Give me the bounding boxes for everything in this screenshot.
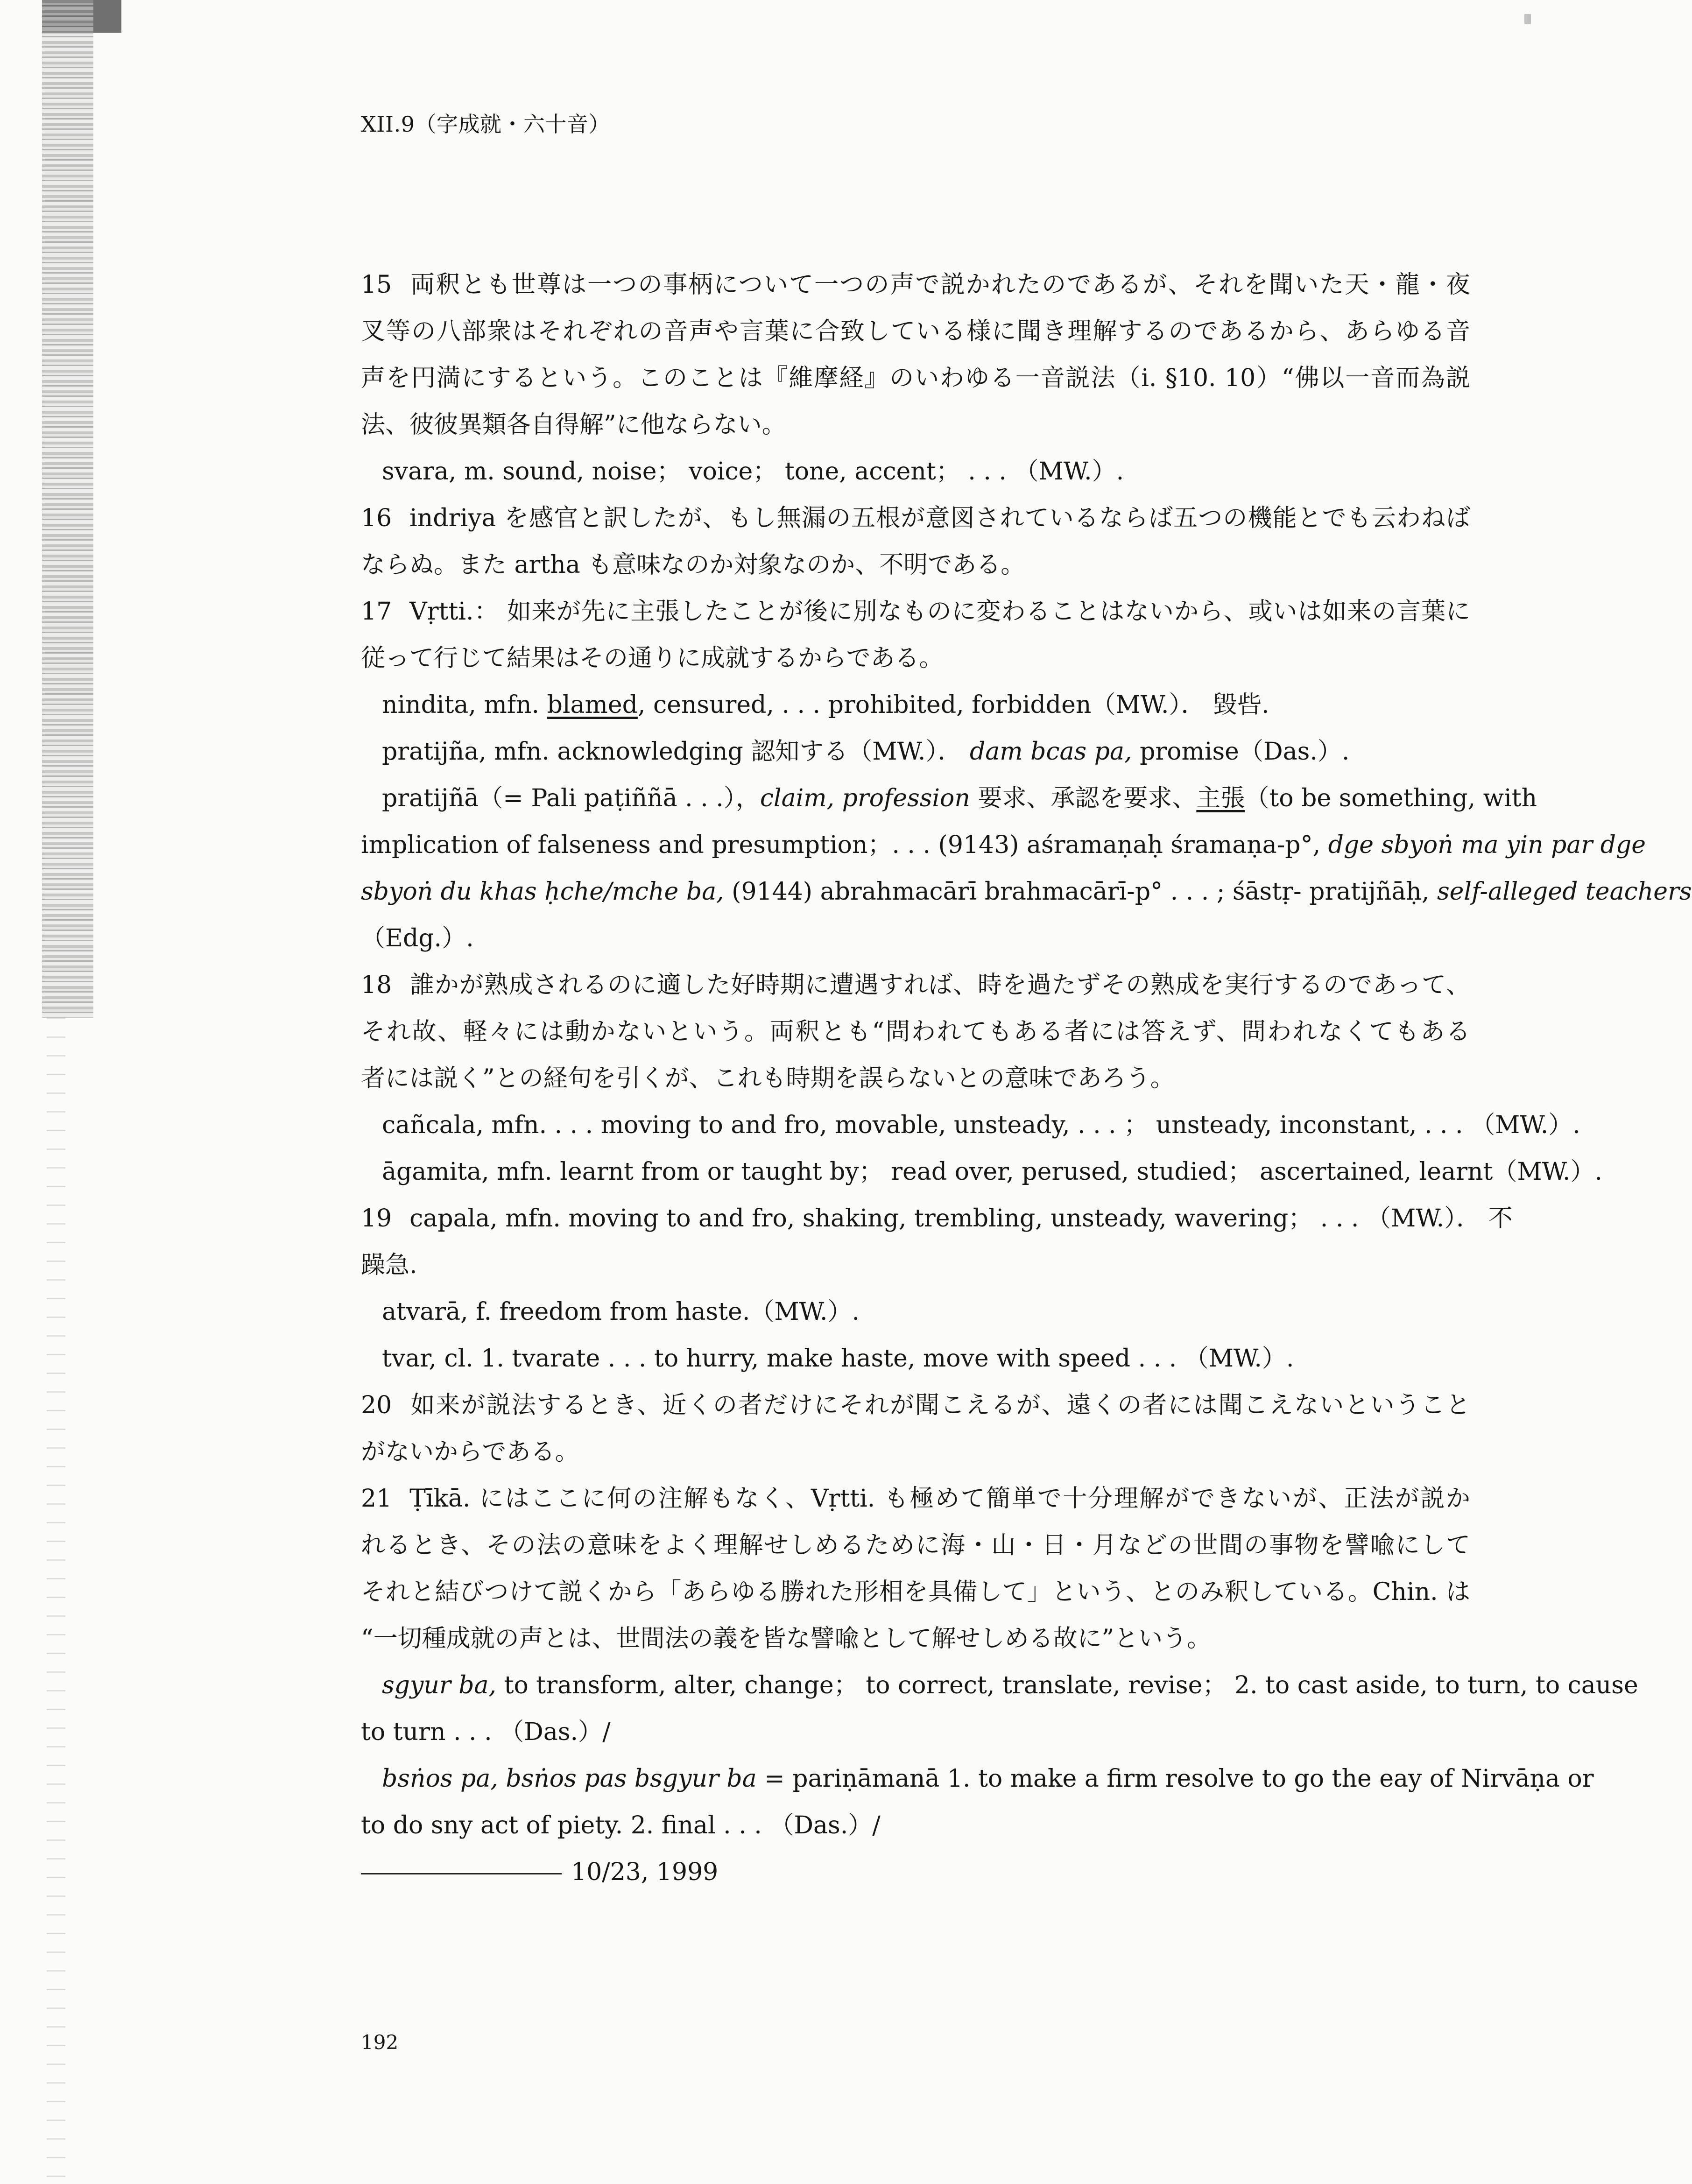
note-number: 20: [361, 1391, 392, 1419]
note-18-line-3: 者には説く”との経句を引くが、これも時期を誤らないとの意味であろう。: [361, 1064, 1175, 1092]
dict-entry-line: implication of falseness and presumption；. . . (9143) aśramaṇaḥ śramaṇa-p°, dge sbyoṅ ma yin par dge: [361, 831, 1646, 859]
dict-entry-sgyur-ba: sgyur ba, to transform, alter, change； to correct, translate, revise； 2. to cast aside, to turn, to cause: [382, 1671, 1638, 1699]
dict-entry-atvara: atvarā, f. freedom from haste.（MW.）.: [382, 1298, 860, 1326]
note-21-line-4: “一切種成就の声とは、世間法の義を皆な譬喩として解せしめる故に”という。: [361, 1625, 1212, 1653]
dict-entry-line: （Edg.）.: [361, 924, 474, 952]
note-17-line-1: 17 Vṛtti.： 如来が先に主張したことが後に別なものに変わることはないから、或いは如来の言葉に: [361, 588, 1470, 635]
note-16-line-1: 16 indriya を感官と訳したが、もし無漏の五根が意図されているならば五つの機能とでも云わねば: [361, 495, 1470, 542]
dict-entry-line: to turn . . . （Das.）/: [361, 1718, 611, 1746]
note-20-line-2: がないからである。: [361, 1438, 579, 1466]
dict-entry-pratijna-long: pratijñā（= Pali paṭiññā . . .），claim, profession 要求、承認を要求、主張（to be something, with: [382, 784, 1537, 812]
note-number: 19: [361, 1205, 392, 1233]
date: 10/23, 1999: [571, 1858, 719, 1886]
dict-entry-bsnos-pa: bsṅos pa, bsṅos pas bsgyur ba = pariṇāmanā 1. to make a firm resolve to go the eay of Nirvāṇa or: [382, 1765, 1594, 1793]
note-18-line-1: 18 誰かが熟成されるのに適した好時期に遭遇すれば、時を過たずその熟成を実行するのであって、: [361, 962, 1470, 1008]
note-21-line-2: れるとき、その法の意味をよく理解せしめるために海・山・日・月などの世間の事物を譬喩にして: [361, 1531, 1470, 1559]
dict-entry-svara: svara, m. sound, noise； voice； tone, accent； . . . （MW.）.: [382, 458, 1124, 486]
page-header: XII.9（字成就・六十音）: [361, 112, 610, 137]
note-18-line-2: それ故、軽々には動かないという。両釈とも“問われてもある者には答えず、問われなくてもある: [361, 1018, 1470, 1046]
date-line: [361, 1849, 1470, 1895]
note-17-line-2: 従って行じて結果はその通りに成就するからである。: [361, 644, 944, 672]
note-21-line-1: 21 Ṭīkā. にはここに何の注解もなく、Vṛtti. も極めて簡単で十分理解ができないが、正法が説か: [361, 1475, 1470, 1522]
dict-entry-cancala: cañcala, mfn. . . . moving to and fro, movable, unsteady, . . . ； unsteady, inconstant, . . . （MW.）.: [382, 1111, 1580, 1139]
note-19-line-1: 19 capala, mfn. moving to and fro, shaking, trembling, unsteady, wavering； . . . （MW.）． 不: [361, 1195, 1470, 1242]
dict-entry-nindita: nindita, mfn. blamed, censured, . . . prohibited, forbidden（MW.）． 毀呰.: [382, 691, 1269, 719]
scan-binding-marks: [47, 1018, 65, 2184]
dict-entry-line: sbyoṅ du khas ḥche/mche ba, (9144) abrahmacārī brahmacārī-p° . . . ; śāstṛ- pratijñāḥ, self-alleged teachers: [361, 878, 1692, 906]
note-21-line-3: それと結びつけて説くから「あらゆる勝れた形相を具備して」という、とのみ釈している。Chin. は: [361, 1578, 1470, 1606]
dict-entry-agamita: āgamita, mfn. learnt from or taught by； read over, perused, studied； ascertained, learnt（MW.）.: [382, 1158, 1602, 1186]
scan-binding-shadow: [42, 0, 93, 1018]
note-15-line-4: 法、彼彼異類各自得解”に他ならない。: [361, 411, 786, 439]
note-number: 18: [361, 971, 392, 999]
dict-entry-tvar: tvar, cl. 1. tvarate . . . to hurry, make haste, move with speed . . . （MW.）.: [382, 1345, 1294, 1373]
note-number: 15: [361, 271, 392, 299]
note-16-line-2: ならぬ。また artha も意味なのか対象なのか、不明である。: [361, 551, 1025, 579]
scan-speck: [1524, 14, 1531, 24]
dict-entry-pratijna: pratijña, mfn. acknowledging 認知する（MW.）． dam bcas pa, promise（Das.）.: [382, 738, 1350, 766]
note-19-line-2: 躁急.: [361, 1251, 417, 1279]
page-number: 192: [361, 2031, 399, 2054]
note-number: 21: [361, 1485, 392, 1513]
date-rule: [361, 1873, 562, 1874]
notes-body: [361, 261, 1692, 1895]
note-15-line-2: 叉等の八部衆はそれぞれの音声や言葉に合致している様に聞き理解するのであるから、あらゆる音: [361, 317, 1470, 345]
note-15-line-3: 声を円満にするという。このことは『維摩経』のいわゆる一音説法（i. §10. 10）“佛以一音而為説: [361, 364, 1470, 392]
note-15-line-1: 15 両釈とも世尊は一つの事柄について一つの声で説かれたのであるが、それを聞いた天・龍・夜: [361, 261, 1470, 308]
dict-entry-line: to do sny act of piety. 2. final . . . （Das.）/: [361, 1811, 881, 1839]
note-number: 16: [361, 504, 392, 532]
note-number: 17: [361, 598, 392, 626]
note-20-line-1: 20 如来が説法するとき、近くの者だけにそれが聞こえるが、遠くの者には聞こえないということ: [361, 1382, 1470, 1429]
